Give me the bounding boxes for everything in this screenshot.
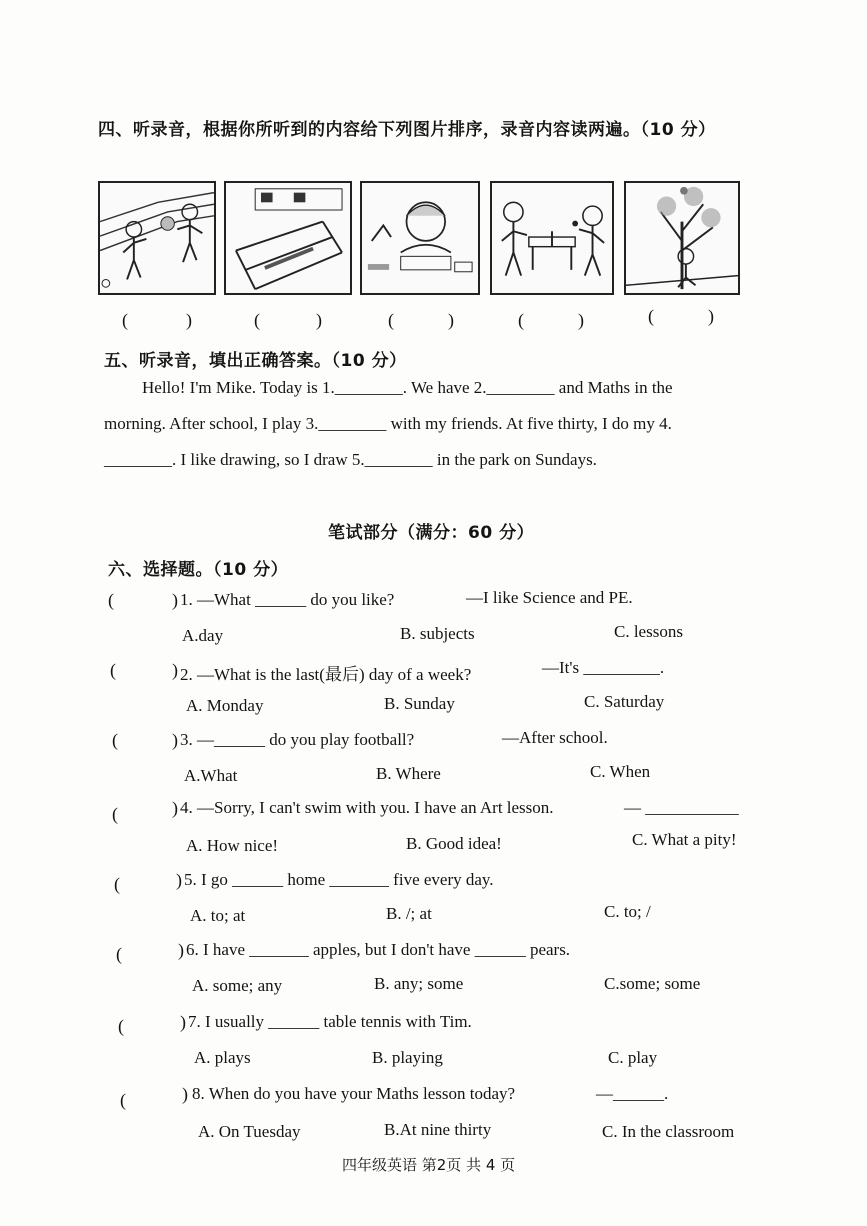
q3-reply: —After school. [502, 728, 608, 747]
q8-stem: 8. When do you have your Maths lesson today? [192, 1084, 516, 1103]
q4-reply: — ___________ [624, 798, 739, 817]
boy-reading-desk-picture [360, 181, 480, 295]
q5-paren-close: ) [176, 870, 182, 890]
q4-option-c[interactable]: C. What a pity! [632, 830, 737, 849]
answer-slot-1-open[interactable]: ( [122, 310, 128, 330]
q5-answer-paren[interactable]: ( [114, 874, 120, 894]
section5-line1: Hello! I'm Mike. Today is 1.________. We have 2.________ and Maths in the [142, 378, 673, 397]
q3-answer-paren[interactable]: ( [112, 730, 118, 750]
q2-option-b[interactable]: B. Sunday [384, 694, 455, 713]
library-bookshelf-picture [224, 181, 352, 295]
answer-slot-3-close: ) [448, 310, 454, 330]
section6-title: 六、选择题。（10 分） [108, 560, 289, 580]
written-part-title: 笔试部分（满分：60 分） [328, 523, 535, 543]
q1-option-c[interactable]: C. lessons [614, 622, 683, 641]
section4-title: 四、听录音，根据你所听到的内容给下列图片排序，录音内容读两遍。（10 分） [98, 120, 716, 140]
q3-option-a[interactable]: A.What [184, 766, 238, 785]
q1-paren-close: ) [172, 590, 178, 610]
page-footer: 四年级英语 第2页 共 4 页 [342, 1156, 516, 1174]
section5-title: 五、听录音，填出正确答案。（10 分） [104, 351, 407, 371]
section5-line2: morning. After school, I play 3.________ with my friends. At five thirty, I do my 4. [104, 414, 672, 433]
q4-stem: 4. —Sorry, I can't swim with you. I have an Art lesson. [180, 798, 554, 817]
q2-option-c[interactable]: C. Saturday [584, 692, 665, 711]
answer-slot-2-open[interactable]: ( [254, 310, 260, 330]
q8-option-b[interactable]: B.At nine thirty [384, 1120, 492, 1139]
kids-playing-ball-picture [98, 181, 216, 295]
q7-option-a[interactable]: A. plays [194, 1048, 251, 1067]
q1-option-a[interactable]: A.day [182, 626, 224, 645]
q2-option-a[interactable]: A. Monday [186, 696, 264, 715]
q8-paren-close: ) [182, 1084, 188, 1104]
q6-stem: 6. I have _______ apples, but I don't have ______ pears. [186, 940, 571, 959]
q2-answer-paren[interactable]: ( [110, 660, 116, 680]
answer-slot-2-close: ) [316, 310, 322, 330]
q8-reply: —______. [596, 1084, 669, 1103]
q2-paren-close: ) [172, 660, 178, 680]
q4-paren-close: ) [172, 798, 178, 818]
answer-slot-5-close: ) [708, 306, 714, 326]
q3-paren-close: ) [172, 730, 178, 750]
q7-answer-paren[interactable]: ( [118, 1016, 124, 1036]
q3-option-c[interactable]: C. When [590, 762, 651, 781]
q7-option-b[interactable]: B. playing [372, 1048, 443, 1067]
q5-option-a[interactable]: A. to; at [190, 906, 246, 925]
q5-stem: 5. I go ______ home _______ five every day. [184, 870, 494, 889]
q6-option-a[interactable]: A. some; any [192, 976, 283, 995]
q4-option-b[interactable]: B. Good idea! [406, 834, 502, 853]
answer-slot-5-open[interactable]: ( [648, 306, 654, 326]
q3-option-b[interactable]: B. Where [376, 764, 441, 783]
q1-reply: —I like Science and PE. [466, 588, 633, 607]
q1-stem: 1. —What ______ do you like? [180, 590, 395, 609]
q6-option-b[interactable]: B. any; some [374, 974, 464, 993]
q6-option-c[interactable]: C.some; some [604, 974, 701, 993]
q8-option-a[interactable]: A. On Tuesday [198, 1122, 301, 1141]
q8-answer-paren[interactable]: ( [120, 1090, 126, 1110]
q7-paren-close: ) [180, 1012, 186, 1032]
q1-answer-paren[interactable]: ( [108, 590, 114, 610]
q2-stem: 2. —What is the last(最后) day of a week? [180, 665, 472, 684]
q5-option-b[interactable]: B. /; at [386, 904, 432, 923]
q3-stem: 3. —______ do you play football? [180, 730, 415, 749]
q7-option-c[interactable]: C. play [608, 1048, 658, 1067]
q5-option-c[interactable]: C. to; / [604, 902, 651, 921]
kid-under-tree-picture [624, 181, 740, 295]
table-tennis-picture [490, 181, 614, 295]
answer-slot-4-open[interactable]: ( [518, 310, 524, 330]
section5-line3: ________. I like drawing, so I draw 5.________ in the park on Sundays. [104, 450, 597, 469]
answer-slot-3-open[interactable]: ( [388, 310, 394, 330]
q8-option-c[interactable]: C. In the classroom [602, 1122, 735, 1141]
answer-slot-1-close: ) [186, 310, 192, 330]
answer-slot-4-close: ) [578, 310, 584, 330]
q7-stem: 7. I usually ______ table tennis with Tim. [188, 1012, 472, 1031]
q4-answer-paren[interactable]: ( [112, 804, 118, 824]
q6-answer-paren[interactable]: ( [116, 944, 122, 964]
q6-paren-close: ) [178, 940, 184, 960]
q2-reply: —It's _________. [542, 658, 665, 677]
q4-option-a[interactable]: A. How nice! [186, 836, 279, 855]
q1-option-b[interactable]: B. subjects [400, 624, 475, 643]
